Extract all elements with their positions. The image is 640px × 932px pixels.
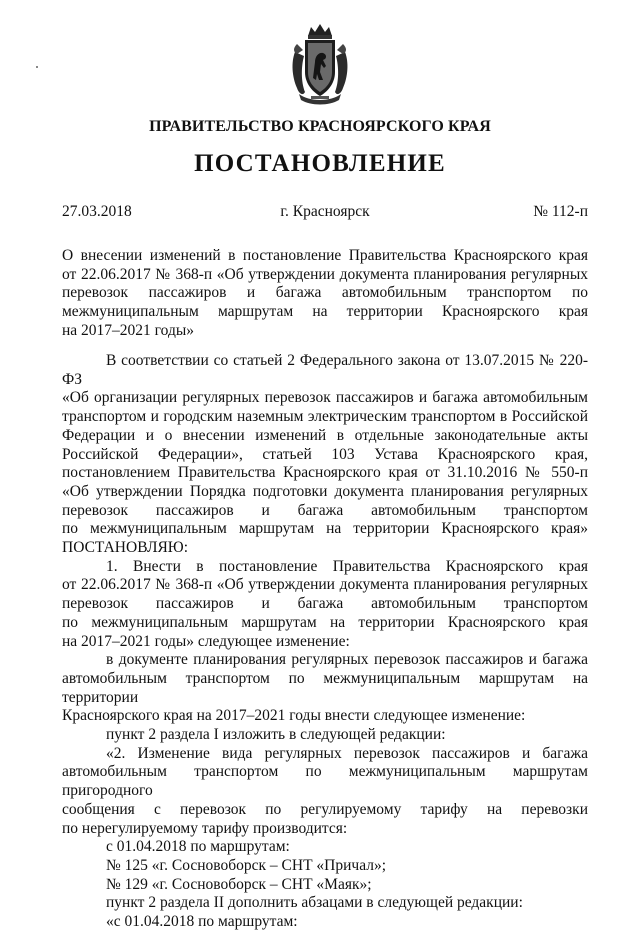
body-line: по межмуниципальным маршрутам на территории Красноярского края»	[62, 520, 588, 538]
body-line: 1. Внести в постановление Правительства Красноярского края	[106, 557, 588, 575]
body-line: от 22.06.2017 № 368-п «Об утверждении документа планирования регулярных	[62, 576, 588, 594]
document-number: № 112-п	[533, 203, 588, 220]
subject-line: О внесении изменений в постановление Правительства Красноярского края	[62, 247, 588, 264]
body-line: постановлением Правительства Красноярского края от 31.10.2016 № 550-п	[62, 464, 588, 482]
body-line: по межмуниципальным маршрутам на территории Красноярского края	[62, 613, 588, 631]
subject-line: межмуниципальным маршрутам на территории Красноярского края	[62, 303, 588, 321]
body-line: сообщения с перевозок по регулируемому тарифу на перевозки	[62, 800, 588, 818]
subject-line: на 2017–2021 годы»	[62, 321, 194, 339]
body-line: «с 01.04.2018 по маршрутам:	[106, 913, 298, 931]
body-line: автомобильным транспортом по межмуниципальным маршрутам пригородного	[62, 763, 588, 800]
document-date: 27.03.2018	[62, 203, 132, 220]
body-line: в документе планирования регулярных перевозок пассажиров и багажа	[106, 651, 588, 669]
document-type-heading: ПОСТАНОВЛЕНИЕ	[194, 150, 446, 177]
body-line: перевозок пассажиров и багажа автомобильным транспортом	[62, 595, 588, 613]
body-line: перевозок пассажиров и багажа автомобильным транспортом	[62, 501, 588, 519]
subject-line: от 22.06.2017 № 368-п «Об утверждении документа планирования регулярных	[62, 265, 588, 283]
body-line: Красноярского края на 2017–2021 годы внести следующее изменение:	[62, 707, 526, 725]
body-line: № 125 «г. Сосновоборск – СНТ «Причал»;	[106, 856, 387, 874]
body-line: «Об утверждении Порядка подготовки документа планирования регулярных	[62, 482, 588, 500]
document-city: г. Красноярск	[280, 203, 370, 220]
body-line: автомобильным транспортом по межмуниципальным маршрутам на территории	[62, 669, 588, 706]
coat-of-arms-icon	[289, 22, 351, 106]
subject-line: перевозок пассажиров и багажа автомобильным транспортом по	[62, 284, 588, 302]
body-line: пункт 2 раздела I изложить в следующей редакции:	[106, 726, 446, 744]
body-line: пункт 2 раздела II дополнить абзацами в следующей редакции:	[106, 894, 523, 912]
scan-speck	[36, 66, 38, 68]
body-line: «Об организации регулярных перевозок пассажиров и багажа автомобильным	[62, 389, 588, 407]
body-line: транспортом и городским наземным электрическим транспортом в Российской	[62, 408, 588, 426]
body-line: № 129 «г. Сосновоборск – СНТ «Маяк»;	[106, 875, 372, 893]
body-line: по нерегулируемому тарифу производится:	[62, 819, 348, 837]
body-line: с 01.04.2018 по маршрутам:	[106, 838, 290, 856]
body-line: Российской Федерации», статьей 103 Устава Красноярского края,	[62, 445, 588, 463]
body-line: на 2017–2021 годы» следующее изменение:	[62, 632, 350, 650]
document-subject	[62, 247, 588, 341]
organization-title: ПРАВИТЕЛЬСТВО КРАСНОЯРСКОГО КРАЯ	[149, 118, 491, 135]
document-body	[62, 352, 588, 932]
body-line: В соответствии со статьей 2 Федерального закона от 13.07.2015 № 220-ФЗ	[62, 352, 588, 388]
body-line: «2. Изменение вида регулярных перевозок пассажиров и багажа	[106, 744, 588, 762]
body-line: ПОСТАНОВЛЯЮ:	[62, 539, 189, 557]
body-line: Федерации и о внесении изменений в отдельные законодательные акты	[62, 426, 588, 444]
